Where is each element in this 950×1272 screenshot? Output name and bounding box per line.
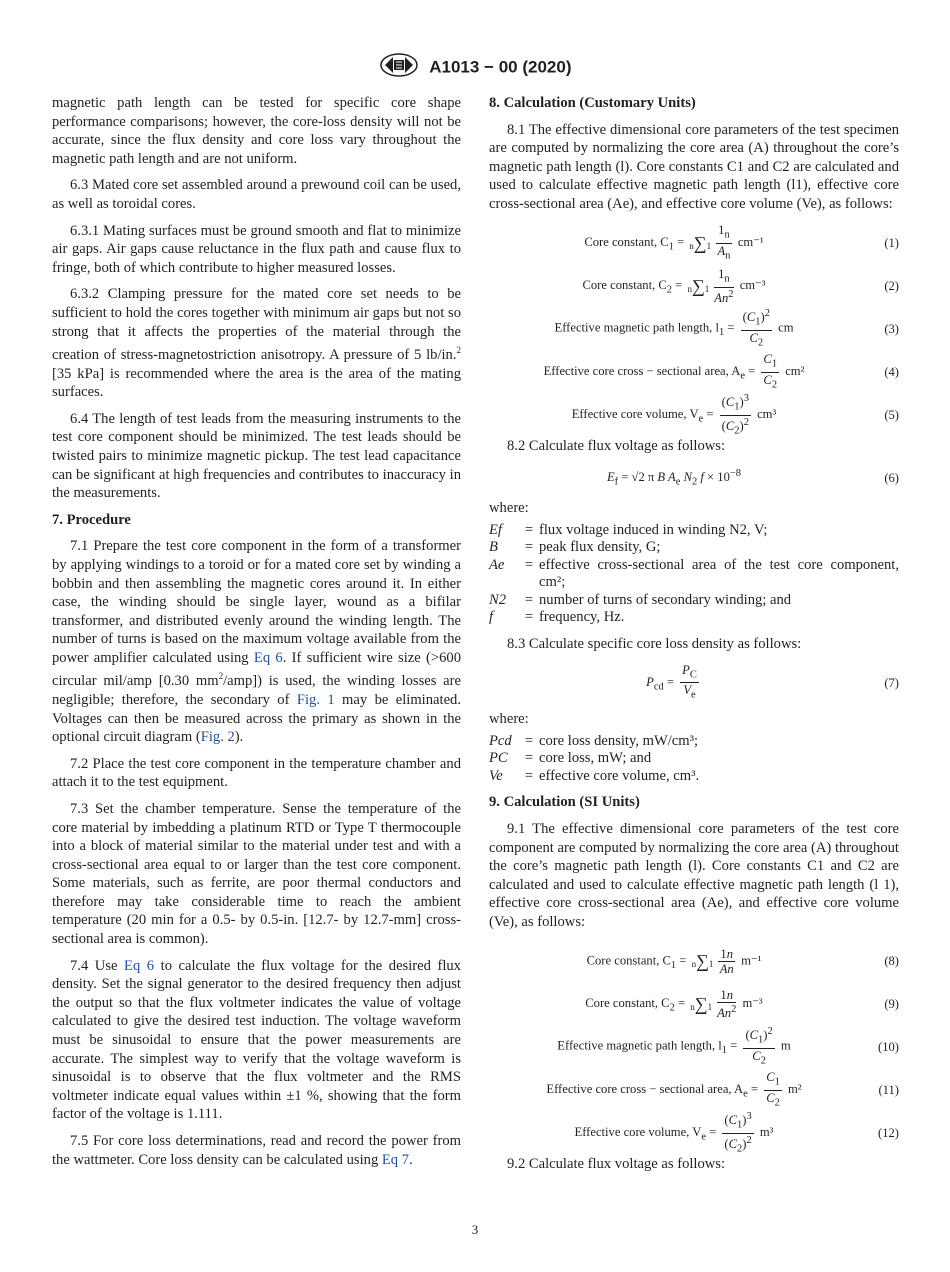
right-column	[489, 94, 899, 1181]
paragraph-8-1: 8.1 The effective dimensional core parameters of the test specimen are computed by normalizing the core area (A) throughout the core’s magnetic path length (l). Core constants C1 and C2 are calculated and used to calculate effective magnetic path length (l1), effective core cross-sectional area (Ae), and effective core volume (Ve), as follows:	[489, 121, 899, 212]
definitions-list-1	[489, 522, 899, 627]
definition-row: f = frequency, Hz.	[489, 609, 625, 626]
paragraph-7-1: 7.1 Prepare the test core component in the form of a transformer by applying windings to a toroid or for a mated core set by winding a bobbin and then assembling the magnetic cores around it. In either case, the winding should be single layer, wound as a bifilar transformer, and distributed evenly around the winding length. The number of turns is based on the maximum voltage available from the power amplifier calculated using Eq 6. If sufficient wire size (>600 circular mil/amp [0.30 $mm^2/amp$]) is used, the winding losses are negligible; therefore, the secondary of Fig. 1 may be eliminated. Voltages can then be measured across the primary as shown in the optional circuit diagram (Fig. 2).	[52, 538, 461, 746]
equation-4: Effective core cross − sectional area, $A_e$ = $\frac{C_1}{C_2}$ cm² (4)	[543, 352, 899, 391]
fig2-link[interactable]: Fig. 2	[200, 729, 235, 746]
definition-row: N2 = number of turns of secondary winding; and	[489, 591, 792, 608]
definition-row: PC = core loss, mW; and	[489, 750, 652, 767]
equation-11: Effective core cross − sectional area, $A_e$ = $\frac{C_1}{C_2}$ m² (11)	[546, 1070, 899, 1109]
equation-5: Effective core volume, $V_e$ = $\frac{(C_1)^3}{(C_2)^2}$ cm³ (5)	[571, 392, 899, 437]
paragraph-8-2: 8.2 Calculate flux voltage as follows:	[507, 437, 726, 454]
definition-row: Ef = flux voltage induced in winding N2, V;	[489, 521, 768, 538]
equation-7: $P_{cd}$ = $\frac{P_C}{V_e}$ (7)	[646, 662, 899, 701]
paragraph-9-2: 9.2 Calculate flux voltage as follows:	[507, 1155, 726, 1172]
paragraph-6-3: 6.3 Mated core set assembled around a prewound coil can be used, as well as toroidal cores.	[52, 177, 461, 212]
paragraph-6-4: 6.4 The length of test leads from the measuring instruments to the test core component should be minimized. The test leads should be twisted pairs to minimize magnetic pickup. The test lead capacitance can be significant at high frequencies and contributes to inaccuracy in the measurements.	[52, 410, 461, 502]
equation-1: Core constant, $C_1 = n\sum 1$ $\frac{1_n}{A_n}$ cm⁻¹ (1)	[584, 223, 899, 262]
fig1-link[interactable]: Fig. 1	[296, 691, 335, 708]
section-8-heading: 8. Calculation (Customary Units)	[489, 95, 696, 111]
equation-8: Core constant, $C_1 = n\sum 1$ $\frac{1n}{An}$ m⁻¹ (8)	[586, 946, 899, 976]
equation-6: $E_f = √2$ π B $A_e$ $N_2$ $f \times 10^{-8}$ (6)	[606, 467, 899, 488]
equation-9: Core constant, $C_2 = n\sum 1$ $\frac{1n}{An^2}$ m⁻³ (9)	[585, 988, 899, 1021]
where-label-2: where:	[489, 711, 529, 728]
paragraph-7-5: 7.5 For core loss determinations, read and record the power from the wattmeter. Core loss density can be calculated using Eq 7.	[52, 1133, 461, 1168]
definition-row: Ae = effective cross-sectional area of the test core component, cm²;	[489, 556, 899, 591]
designation-title: A1013 − 00 (2020)	[429, 57, 572, 77]
definitions-list-2	[489, 733, 899, 786]
equation-10: Effective magnetic path length, $l_1$ = $\frac{(C_1)^2}{C_2}$ m (10)	[557, 1026, 899, 1067]
page-header	[0, 52, 950, 83]
equation-12: Effective core volume, $V_e$ = $\frac{(C_1)^3}{(C_2)^2}$ m³ (12)	[574, 1110, 899, 1155]
where-label-1: where:	[489, 500, 529, 517]
paragraph-8-3: 8.3 Calculate specific core loss density as follows:	[507, 635, 802, 652]
eq7-link[interactable]: Eq 7	[381, 1151, 410, 1168]
definition-row: B = peak flux density, G;	[489, 539, 661, 556]
eq6-link-2[interactable]: Eq 6	[124, 957, 155, 974]
paragraph-9-1: 9.1 The effective dimensional core parameters of the test core component are computed by normalizing the core area (A) throughout the core’s magnetic path length (l). Core constants C1 and C2 are calculated and used to calculate effective magnetic path length (l 1), effective core cross-sectional area (Ae), and effective core volume (Ve), as follows:	[489, 821, 899, 930]
equation-3: Effective magnetic path length, $l_1$ = $\frac{(C_1)^2}{C_2}$ cm (3)	[554, 308, 899, 349]
section-7-heading: 7. Procedure	[52, 511, 131, 528]
left-column	[52, 94, 461, 1177]
paragraph-7-3: 7.3 Set the chamber temperature. Sense the temperature of the core material by imbedding a platinum RTD or Type T thermocouple into a block of material similar to the material under test and with a cross-sectional area equal to or larger than the test core component. Some materials, such as ferrite, are poor thermal conductors and therefore may take considerable time to reach the ambient temperature (20 min for a 0.5- by 0.5-in. [12.7- by 12.7-mm] cross-sectional area is common).	[52, 800, 461, 948]
definition-row: Ve = effective core volume, cm³.	[489, 767, 700, 784]
paragraph-continued: magnetic path length can be tested for specific core shape performance comparisons; however, the core-loss density will not be accurate, since the flux density and core loss vary throughout the magnetic path length and are not uniform.	[52, 95, 461, 167]
definition-row: Pcd = core loss density, mW/cm³;	[489, 732, 699, 749]
page-number: 3	[471, 1222, 479, 1237]
paragraph-6-3-1: 6.3.1 Mating surfaces must be ground smooth and flat to minimize air gaps. Air gaps cause reluctance in the flux path and cause flux to fringe, both of which contribute to higher measured losses.	[52, 222, 461, 276]
section-9-heading: 9. Calculation (SI Units)	[489, 794, 640, 811]
eq6-link[interactable]: Eq 6	[253, 649, 283, 666]
equation-2: Core constant, $C_2 = n\sum 1$ $\frac{1_n}{An^2}$ cm⁻³ (2)	[582, 267, 899, 305]
paragraph-7-4: 7.4 Use Eq 6 to calculate the flux voltage for the desired flux density. Set the signal generator to the desired frequency then adjust the output so that the flux voltmeter indicates the value of voltage calculated to give the desired test induction. The voltage waveform must be sinusoidal to ensure that the power measurements are accurate. The simplest way to verify that the voltage waveform is sinusoidal is to observe that the flux voltmeter and the RMS voltmeter indicate equal values within ±1 %, showing that the form factor of the voltage is 1.111.	[52, 957, 461, 1123]
paragraph-6-3-2: 6.3.2 Clamping pressure for the mated core set needs to be sufficient to hold the cores together with minimum air gaps but not so strong that it affects the properties of the material through the creation of stress-magnetostriction anisotropy. A pressure of 5 lb/in.$^2$ [35 kPa] is recommended where the area is the area of the mating surfaces.	[52, 286, 461, 401]
paragraph-7-2: 7.2 Place the test core component in the temperature chamber and attach it to the test equipment.	[52, 755, 461, 791]
astm-logo-icon	[379, 52, 419, 83]
